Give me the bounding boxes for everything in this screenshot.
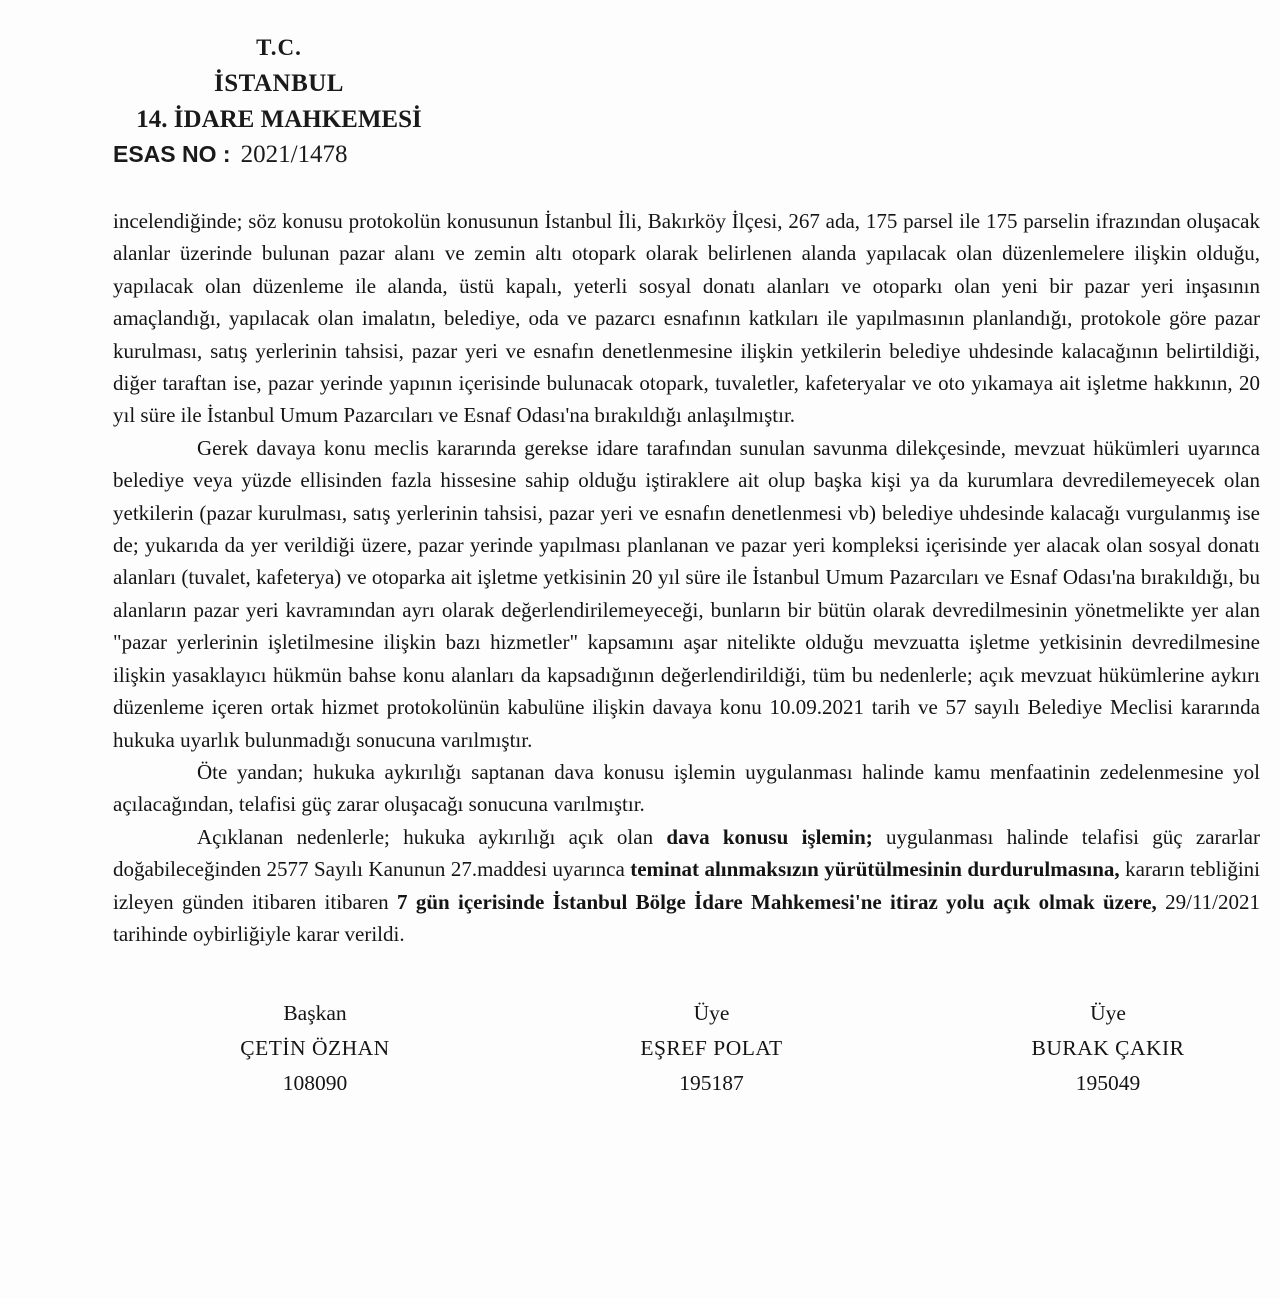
- signer-name: BURAK ÇAKIR: [1031, 1036, 1185, 1061]
- text-segment: uygulanması halinde telafisi güç zararlar doğabileceğinden 2577 Sayılı Kanunun 27.maddesi uyarınca: [113, 824, 1260, 882]
- bold-text-segment: dava konusu işlemin;: [666, 824, 873, 849]
- signer-registration-number: 195049: [1075, 1071, 1141, 1096]
- signer-title: Üye: [1090, 1001, 1126, 1026]
- text-segment: 29/11/2021 tarihinde oybirliğiyle karar verildi.: [113, 889, 1261, 946]
- text-segment: Gerek davaya konu meclis kararında gerekse idare tarafından sunulan savunma dilekçesinde, mevzuat hükümleri uyarınca belediye veya yüzde ellisinden fazla hissesine sahip olduğu iştiraklere ait olup başka kişi ya da kurumlara devredilemeyecek olan yetkilerin (pazar kurulması, satış yerlerinin tahsisi, pazar yeri ve esnafın denetlenmesi vb) belediye uhdesinde kalacağı vurgulanmış ise de; yukarıda da yer verildiği üzere, pazar yerinde yapılması planlanan ve pazar yeri kompleksi içerisinde yer alacak olan sosyal donatı alanları (tuvalet, kafeterya) ve otoparka ait işletme yetkisinin 20 yıl süre ile İstanbul Umum Pazarcıları ve Esnaf Odası'na bırakıldığı, bu alanların pazar yeri kavramından ayrı olarak değerlendirilemeyeceği, bunların bir bütün olarak devredilmesinin yönetmelikte yer alan "pazar yerlerinin işletilmesine ilişkin bazı hizmetler" kapsamını aşar nitelikte olduğu mevzuatta işletme yetkisinin devredilmesine ilişkin yasaklayıcı hükmün bahse konu alanları da kapsadığının değerlendirildiği, tüm bu nedenlerle; açık mevzuat hükümlerine aykırı düzenleme içeren ortak hizmet protokolünün kabulüne ilişkin davaya konu 10.09.2021 tarih ve 57 sayılı Belediye Meclisi kararında hukuka uyarlık bulunmadığı sonucuna varılmıştır.: [113, 435, 1260, 752]
- paragraph: [113, 821, 1260, 951]
- document-header: [113, 0, 445, 169]
- header-city: İSTANBUL: [214, 70, 344, 97]
- signature-column: [958, 996, 1258, 1101]
- paragraph: [113, 432, 1260, 756]
- case-number-label: ESAS NO :: [113, 141, 231, 167]
- document-body: [113, 205, 1260, 950]
- text-segment: incelendiğinde; söz konusu protokolün konusunun İstanbul İli, Bakırköy İlçesi, 267 ada, 175 parsel ile 175 parselin ifrazından oluşacak alanlar üzerinde bulunan pazar alanı ve zemin altı otopark olarak belirlenen alanda yapılacak olan düzenlemelere ilişkin olduğu, yapılacak olan düzenleme ile alanda, üstü kapalı, yeterli sosyal donatı alanları ve otoparkı olan yeni bir pazar yeri inşasının amaçlandığı, yapılacak olan imalatın, belediye, oda ve pazarcı esnafının katkıları ile yapılmasının planlandığı, protokole göre pazar kurulması, satış yerlerinin tahsisi, pazar yeri ve esnafın denetlenmesine ilişkin yetkilerin belediye uhdesinde kalacağının belirtildiği, diğer taraftan ise, pazar yerinde yapının içerisinde bulunacak otopark, tuvaletler, kafeteryalar ve oto yıkamaya ait işletme hakkının, 20 yıl süre ile İstanbul Umum Pazarcıları ve Esnaf Odası'na bırakıldığı anlaşılmıştır.: [113, 209, 1260, 428]
- text-segment: kararın tebliğini izleyen günden itibaren itibaren: [113, 857, 1260, 914]
- case-number-line: [113, 141, 445, 169]
- signer-registration-number: 108090: [282, 1071, 348, 1096]
- signer-name: EŞREF POLAT: [640, 1036, 783, 1061]
- paragraph: [113, 205, 1260, 432]
- signature-column: [562, 996, 862, 1101]
- header-country: T.C.: [256, 35, 302, 60]
- text-segment: Öte yandan; hukuka aykırılığı saptanan dava konusu işlemin uygulanması halinde kamu menfaatinin zedelenmesine yol açılacağından, telafisi güç zarar oluşacağı sonucuna varılmıştır.: [113, 759, 1260, 817]
- signer-title: Üye: [693, 1001, 730, 1026]
- text-segment: Açıklanan nedenlerle; hukuka aykırılığı açık olan: [197, 824, 667, 849]
- signature-column: [165, 996, 465, 1101]
- signer-title: Başkan: [283, 1001, 347, 1026]
- signature-block: [0, 996, 1280, 1101]
- bold-text-segment: 7 gün içerisinde İstanbul Bölge İdare Mahkemesi'ne itiraz yolu açık olmak üzere,: [397, 889, 1157, 914]
- paragraph: [113, 756, 1260, 821]
- bold-text-segment: teminat alınmaksızın yürütülmesinin durdurulmasına,: [630, 857, 1120, 882]
- signer-registration-number: 195187: [679, 1071, 744, 1096]
- case-number-value: 2021/1478: [240, 141, 348, 168]
- header-court: 14. İDARE MAHKEMESİ: [136, 106, 422, 133]
- signer-name: ÇETİN ÖZHAN: [240, 1036, 390, 1061]
